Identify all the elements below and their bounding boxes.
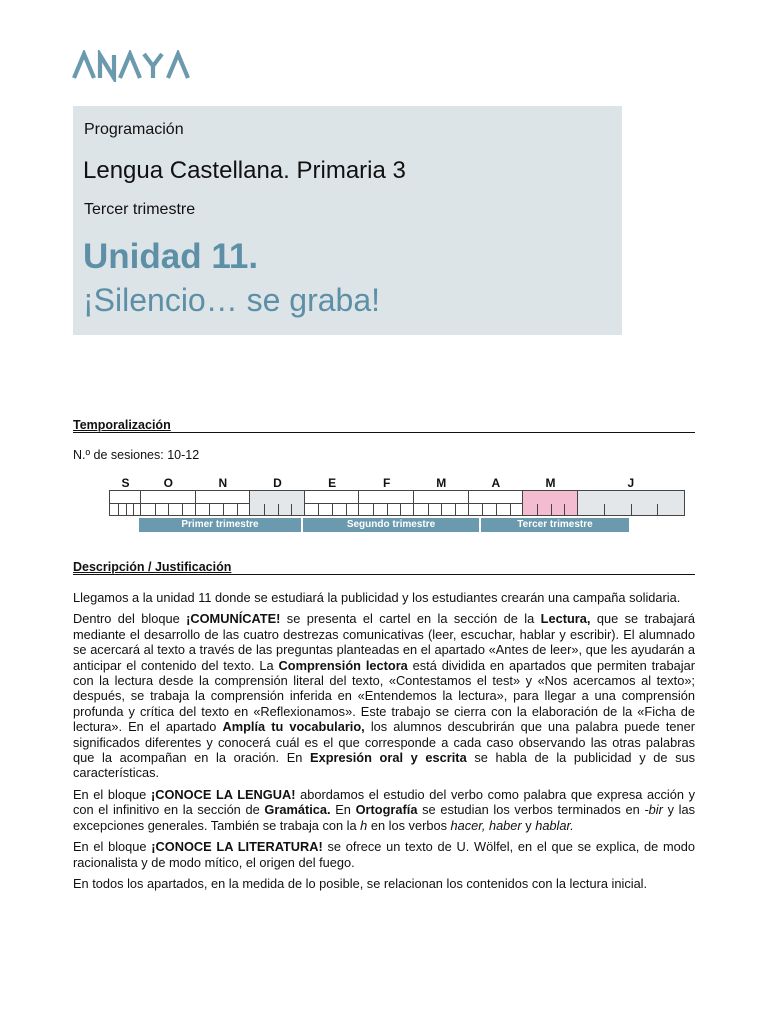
text-run: En el bloque	[73, 839, 152, 855]
title-box	[73, 106, 622, 335]
anaya-logo	[72, 50, 196, 82]
week-tick	[387, 504, 388, 515]
subject-title: Lengua Castellana. Primaria 3	[83, 157, 406, 184]
description-paragraph	[73, 876, 695, 891]
italic-run: hablar.	[535, 817, 574, 833]
text-run: se estudian los verbos terminados en	[417, 802, 645, 818]
month-bar	[109, 490, 685, 516]
text-run: que se trabajará mediante el desarrollo de las cuatro destrezas comunicativas (leer, escuchar, hablar y escribir). El alumnado se acercará al texto a través de las preguntas planteadas en el apartado «Antes de leer», que les ayudarán a anticipar el contenido del texto. La	[73, 611, 695, 673]
text-run: está dividida en apartados que permiten trabajar con la lectura desde la comprensión literal del texto, «Contestamos el test» y «Nos acercamos al texto»; después, se trabaja la comprensión inferida en «Entendemos la lectura», para llegar a una comprensión profunda y crítica del texto en «Reflexionamos». Este trabajo se cierra con la elaboración de la «Ficha de lectura». En el apartado	[73, 657, 695, 735]
bold-run: ¡CONOCE LA LENGUA!	[150, 786, 296, 802]
week-tick	[209, 504, 210, 515]
month-letter: D	[273, 476, 282, 490]
week-tick	[155, 504, 156, 515]
programacion-label: Programación	[84, 121, 184, 138]
month-timeline	[109, 476, 685, 536]
month-letter: J	[627, 476, 635, 490]
week-tick	[551, 504, 552, 515]
text-run: y las excepciones generales. También se trabaja con la	[73, 802, 696, 833]
week-tick	[441, 504, 442, 515]
descripcion-heading: Descripción / Justificación	[73, 560, 695, 575]
week-tick	[278, 504, 279, 515]
italic-run: -bir	[644, 802, 663, 818]
italic-run: hacer, haber	[450, 817, 522, 833]
bold-run: Gramática.	[264, 802, 331, 818]
bold-run: Comprensión lectora	[278, 657, 408, 673]
month-letter: A	[491, 476, 501, 490]
week-tick	[126, 504, 127, 515]
trimester-label: Segundo trimestre	[303, 518, 479, 532]
text-run: se ofrece un texto de U. Wölfel, en el que se explica, de modo racionalista y de modo mítico, el origen del fuego.	[73, 839, 695, 870]
week-tick	[510, 504, 511, 515]
text-run: Llegamos a la unidad 11 donde se estudiará la publicidad y los estudiantes crearán una campaña solidaria.	[73, 590, 681, 605]
week-tick	[657, 504, 658, 515]
week-tick	[332, 504, 333, 515]
unit-number: Unidad 11.	[83, 237, 259, 276]
text-run: se habla de la publicidad y de sus características.	[73, 750, 696, 781]
text-run: los alumnos descubrirán que una palabra puede tener significados diferentes y conocerá cuál es el que corresponde a cada caso observando las otras palabras que la acompañan en la oración. En	[73, 719, 696, 766]
trimester-label: Primer trimestre	[139, 518, 301, 532]
text-run: Dentro del bloque	[73, 611, 187, 627]
week-tick	[264, 504, 265, 515]
anaya-logo-icon	[72, 50, 196, 82]
trimester-label: Tercer trimestre	[481, 518, 629, 532]
week-tick	[428, 504, 429, 515]
description-body	[73, 590, 695, 897]
month-letter: O	[163, 476, 173, 490]
week-tick	[133, 504, 134, 515]
week-tick	[237, 504, 238, 515]
month-letter: M	[436, 476, 447, 490]
month-letter: F	[383, 476, 391, 490]
text-run: y	[521, 817, 536, 833]
week-tick	[604, 504, 605, 515]
bold-run: Expresión oral y escrita	[310, 750, 467, 766]
month-letter: S	[121, 476, 130, 490]
description-paragraph	[73, 839, 695, 870]
bold-run: Amplía tu vocabulario,	[222, 719, 365, 735]
month-letter: E	[328, 476, 337, 490]
week-tick	[318, 504, 319, 515]
text-run: En el bloque	[73, 786, 151, 802]
text-run: En todos los apartados, en la medida de lo posible, se relacionan los contenidos con la lectura inicial.	[73, 875, 648, 891]
text-run: En	[330, 802, 356, 818]
text-run: se presenta el cartel en la sección de la	[280, 611, 541, 627]
text-run: abordamos el estudio del verbo como palabra que expresa acción y con el infinitivo en la sección de	[73, 786, 695, 818]
description-paragraph	[73, 611, 695, 780]
sessions-count: N.º de sesiones: 10-12	[73, 448, 200, 462]
week-tick	[346, 504, 347, 515]
description-paragraph	[73, 787, 695, 833]
week-tick	[455, 504, 456, 515]
week-tick	[168, 504, 169, 515]
week-tick	[182, 504, 183, 515]
week-tick	[631, 504, 632, 515]
month-letter: M	[545, 476, 556, 490]
week-tick	[400, 504, 401, 515]
bold-run: ¡COMUNÍCATE!	[186, 611, 281, 627]
bold-run: ¡CONOCE LA LITERATURA!	[151, 839, 323, 855]
term-label: Tercer trimestre	[84, 201, 196, 218]
text-run: en los verbos	[367, 817, 451, 833]
week-tick	[496, 504, 497, 515]
bold-run: Ortografía	[355, 802, 418, 818]
week-tick	[564, 504, 565, 515]
week-tick	[223, 504, 224, 515]
temporalizacion-heading: Temporalización	[73, 418, 695, 433]
week-tick	[537, 504, 538, 515]
week-tick	[482, 504, 483, 515]
unit-title: ¡Silencio… se graba!	[83, 282, 381, 318]
week-tick	[118, 504, 119, 515]
bold-run: Lectura,	[540, 611, 591, 627]
description-paragraph	[73, 590, 695, 605]
italic-run: h	[360, 817, 368, 833]
week-tick	[291, 504, 292, 515]
week-tick	[373, 504, 374, 515]
month-letter: N	[218, 476, 228, 490]
